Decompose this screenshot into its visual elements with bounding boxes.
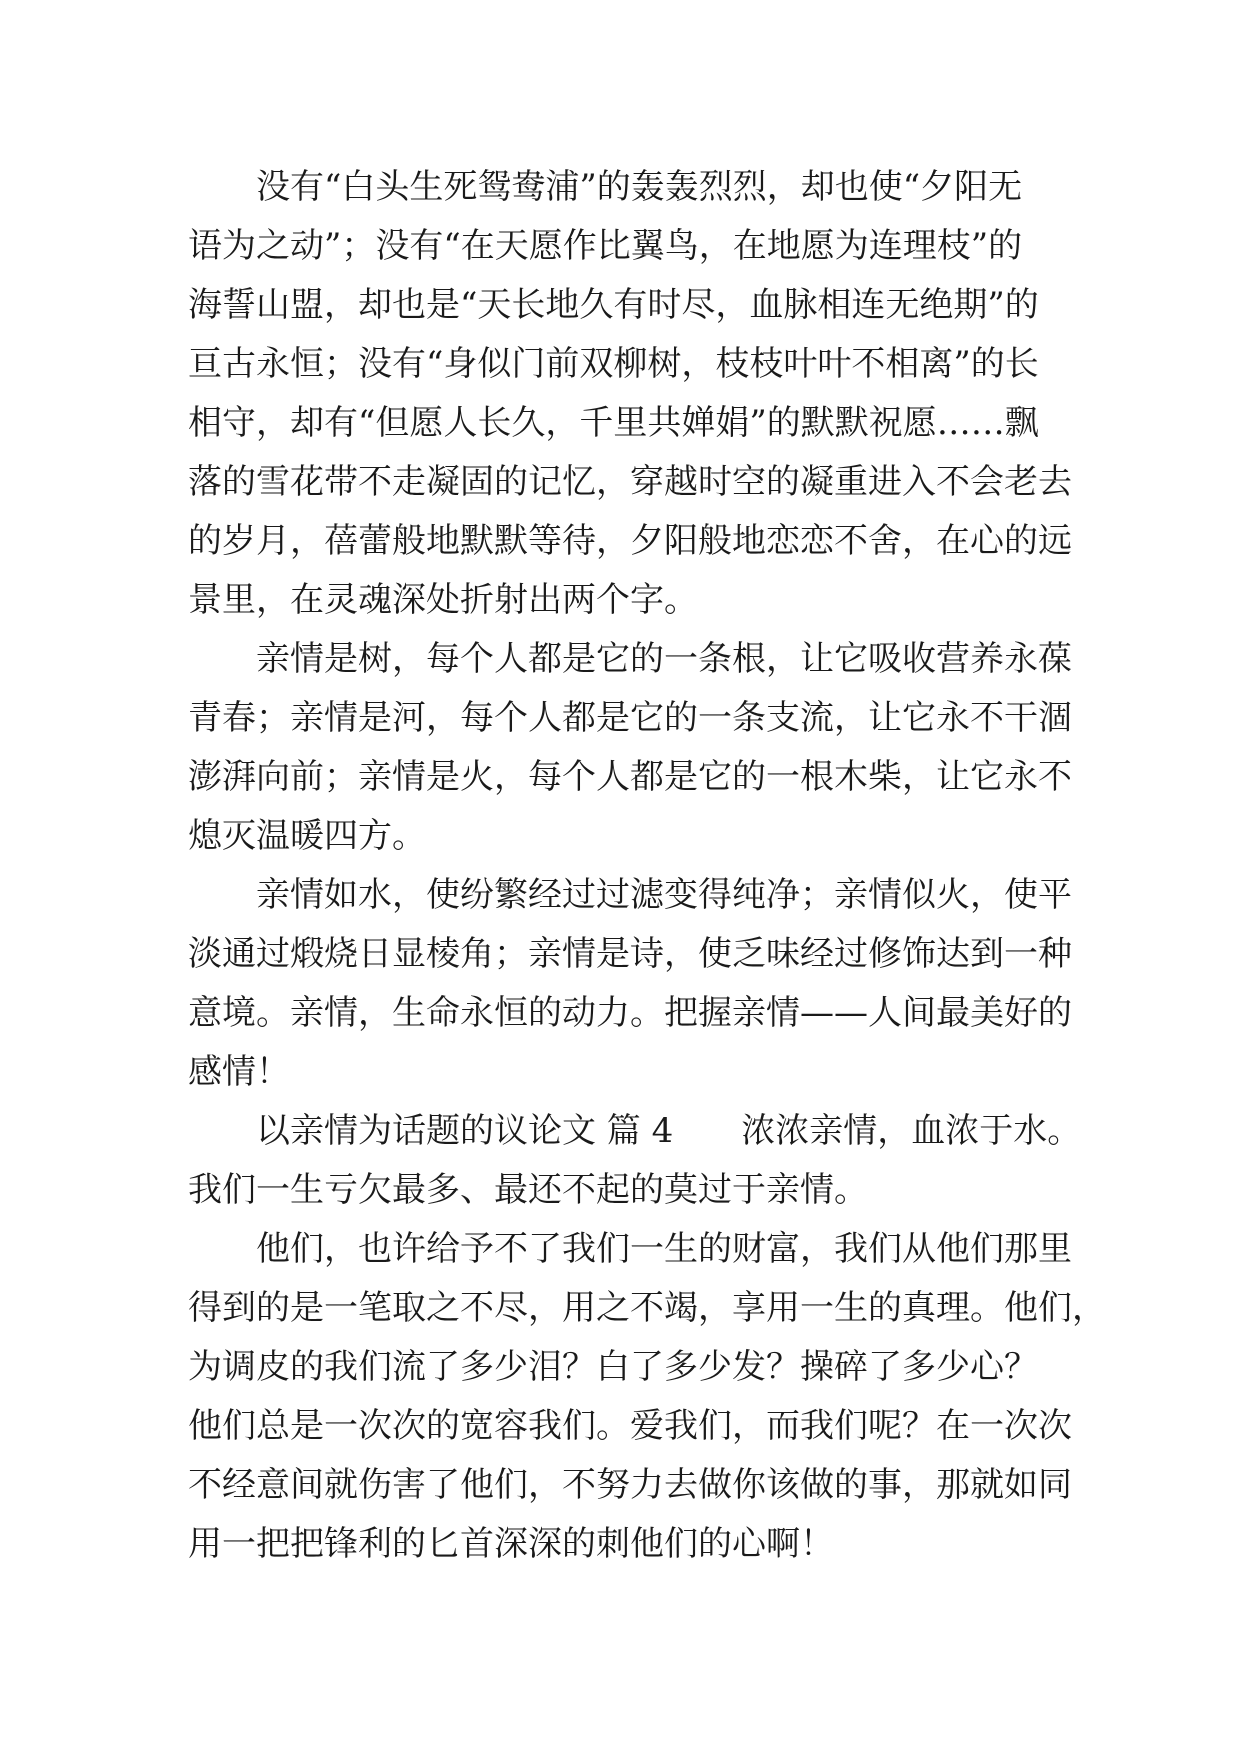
document-body [188, 158, 1106, 1574]
paragraph-5-line: 为调皮的我们流了多少泪？白了多少发？操碎了多少心？ [188, 1347, 1038, 1387]
paragraph-1-line: 落的雪花带不走凝固的记忆，穿越时空的凝重进入不会老去 [188, 462, 1072, 502]
paragraph-5-line: 不经意间就伤害了他们，不努力去做你该做的事，那就如同 [188, 1465, 1072, 1505]
section-heading-line: 以亲情为话题的议论文 篇 4 浓浓亲情，血浓于水。 [256, 1111, 1082, 1151]
paragraph-4-line: 我们一生亏欠最多、最还不起的莫过于亲情。 [188, 1170, 868, 1210]
paragraph-1-line: 语为之动”；没有“在天愿作比翼鸟，在地愿为连理枝”的 [188, 226, 1023, 266]
paragraph-1-line: 海誓山盟，却也是“天长地久有时尽，血脉相连无绝期”的 [188, 285, 1039, 325]
paragraph-2-line: 澎湃向前；亲情是火，每个人都是它的一根木柴，让它永不 [188, 757, 1072, 797]
paragraph-5-line: 得到的是一笔取之不尽，用之不竭，享用一生的真理。他们， [188, 1288, 1106, 1328]
paragraph-3-line: 亲情如水，使纷繁经过过滤变得纯净；亲情似火，使平 [256, 875, 1072, 915]
paragraph-1-line: 的岁月，蓓蕾般地默默等待，夕阳般地恋恋不舍，在心的远 [188, 521, 1072, 561]
paragraph-2-line: 亲情是树，每个人都是它的一条根，让它吸收营养永葆 [256, 639, 1072, 679]
paragraph-1-line: 景里，在灵魂深处折射出两个字。 [188, 580, 698, 620]
paragraph-5-line: 他们总是一次次的宽容我们。爱我们，而我们呢？在一次次 [188, 1406, 1072, 1446]
paragraph-5-line: 用一把把锋利的匕首深深的刺他们的心啊！ [188, 1524, 834, 1564]
paragraph-5-line: 他们，也许给予不了我们一生的财富，我们从他们那里 [256, 1229, 1072, 1269]
paragraph-2-line: 青春；亲情是河，每个人都是它的一条支流，让它永不干涸 [188, 698, 1072, 738]
paragraph-1-line: 相守，却有“但愿人长久，千里共婵娟”的默默祝愿……飘 [188, 403, 1039, 443]
paragraph-3-line: 淡通过煅烧日显棱角；亲情是诗，使乏味经过修饰达到一种 [188, 934, 1072, 974]
paragraph-1-line: 亘古永恒；没有“身似门前双柳树，枝枝叶叶不相离”的长 [188, 344, 1039, 384]
paragraph-3-line: 意境。亲情，生命永恒的动力。把握亲情——人间最美好的 [188, 993, 1072, 1033]
paragraph-2-line: 熄灭温暖四方。 [188, 816, 426, 856]
paragraph-3-line: 感情！ [188, 1052, 290, 1092]
paragraph-1-line: 没有“白头生死鸳鸯浦”的轰轰烈烈，却也使“夕阳无 [256, 167, 1023, 207]
